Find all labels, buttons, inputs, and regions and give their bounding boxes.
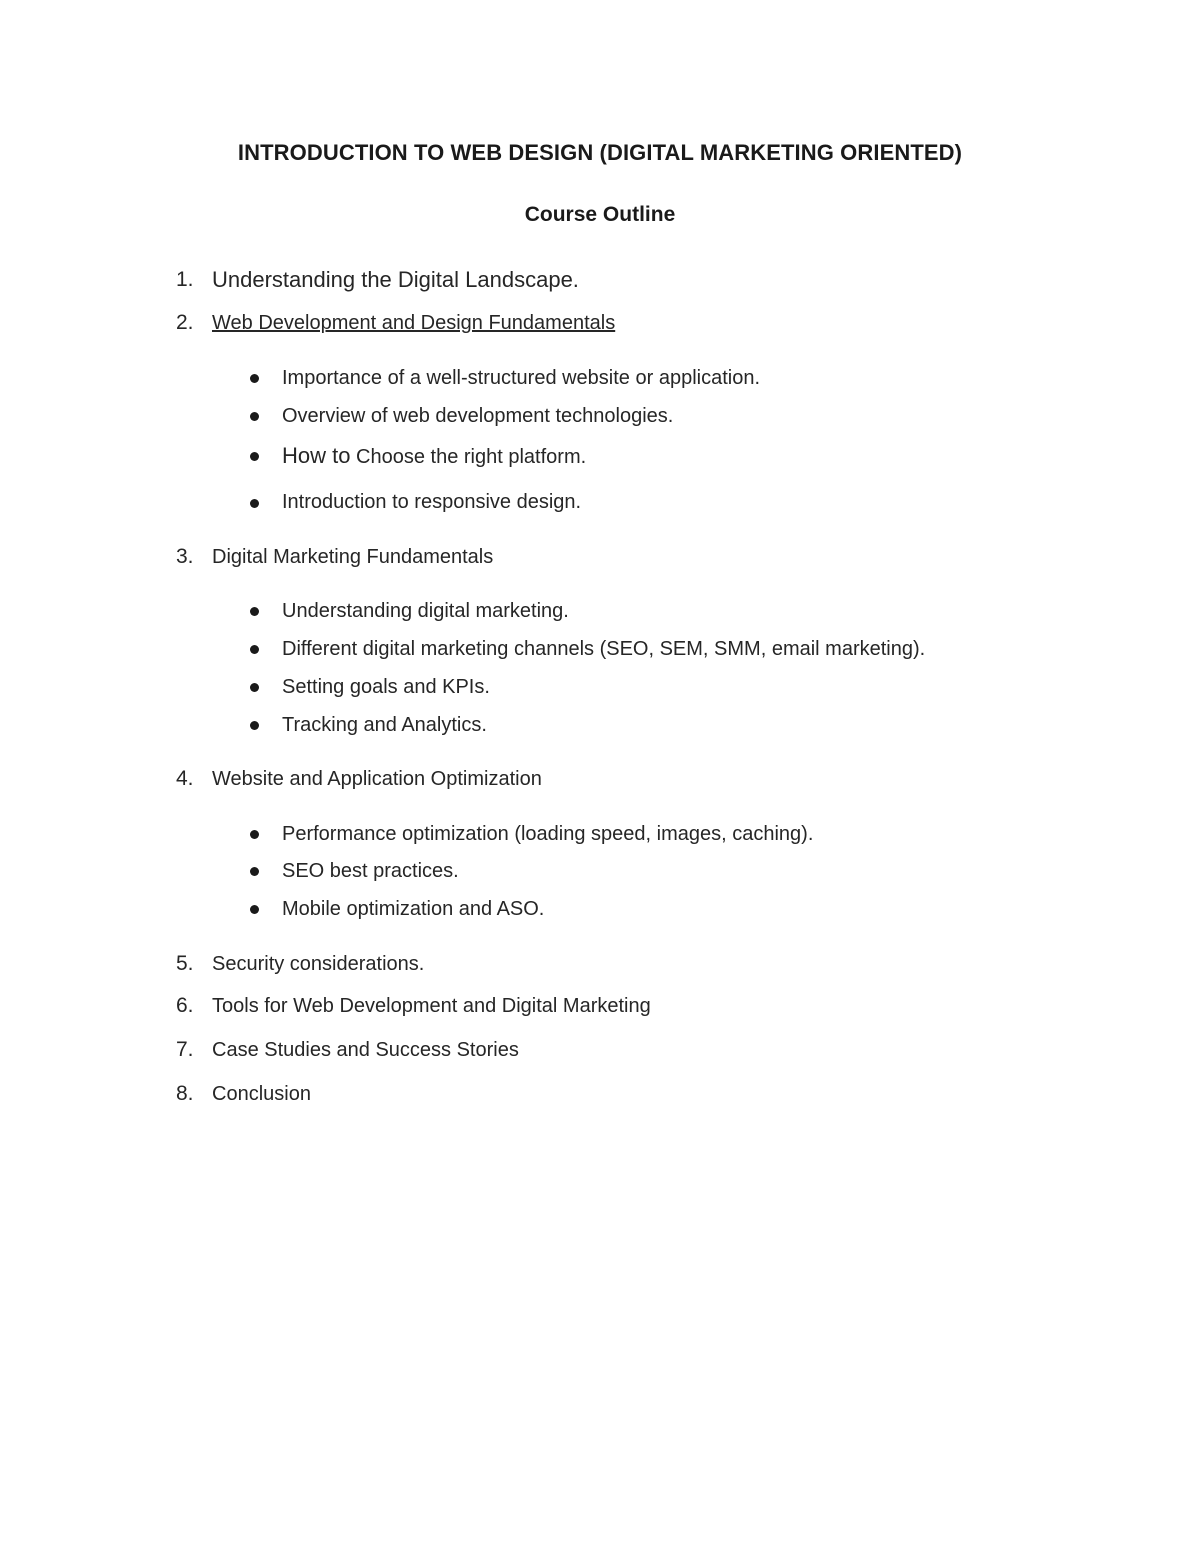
outline-subitem-4-2: SEO best practices. [282,860,459,882]
document-subtitle: Course Outline [524,203,676,226]
bullet-icon [250,645,259,654]
outline-item-7: Case Studies and Success Stories [212,1039,519,1061]
outline-number-3: 3. [176,545,194,568]
bullet-icon [250,499,259,508]
bullet-icon [250,830,259,839]
bullet-icon [250,374,259,383]
outline-item-1: Understanding the Digital Landscape. [212,267,579,292]
outline-subitem-2-3 [282,443,586,469]
outline-subitem-4-3: Mobile optimization and ASO. [282,898,545,920]
bullet-icon [250,867,259,876]
outline-item-6: Tools for Web Development and Digital Marketing [212,995,651,1017]
outline-number-4: 4. [176,767,194,790]
outline-subitem-2-3-prefix: How to [282,443,351,468]
outline-number-1: 1. [176,268,194,291]
outline-number-2: 2. [176,311,194,334]
outline-number-6: 6. [176,994,194,1017]
document-title: INTRODUCTION TO WEB DESIGN (DIGITAL MARKETING ORIENTED) [237,140,963,165]
outline-subitem-3-3: Setting goals and KPIs. [282,676,490,698]
outline-item-2[interactable]: Web Development and Design Fundamentals [212,312,616,334]
bullet-icon [250,607,259,616]
outline-subitem-2-2: Overview of web development technologies. [282,405,674,427]
outline-number-5: 5. [176,952,194,975]
outline-subitem-2-3-text: Choose the right platform. [350,446,587,468]
bullet-icon [250,683,259,692]
outline-item-5: Security considerations. [212,953,425,975]
outline-item-4: Website and Application Optimization [212,768,542,790]
bullet-icon [250,452,259,461]
outline-item-8: Conclusion [212,1083,311,1105]
bullet-icon [250,412,259,421]
outline-item-3: Digital Marketing Fundamentals [212,546,494,568]
outline-subitem-2-1: Importance of a well-structured website or application. [282,367,761,389]
outline-subitem-4-1: Performance optimization (loading speed, images, caching). [282,823,814,845]
outline-number-7: 7. [176,1038,194,1061]
outline-subitem-2-4: Introduction to responsive design. [282,491,582,513]
outline-number-8: 8. [176,1082,194,1105]
outline-subitem-3-1: Understanding digital marketing. [282,600,569,622]
outline-subitem-3-2: Different digital marketing channels (SEO, SEM, SMM, email marketing). [282,638,926,660]
outline-subitem-3-4: Tracking and Analytics. [282,714,487,736]
bullet-icon [250,905,259,914]
bullet-icon [250,721,259,730]
